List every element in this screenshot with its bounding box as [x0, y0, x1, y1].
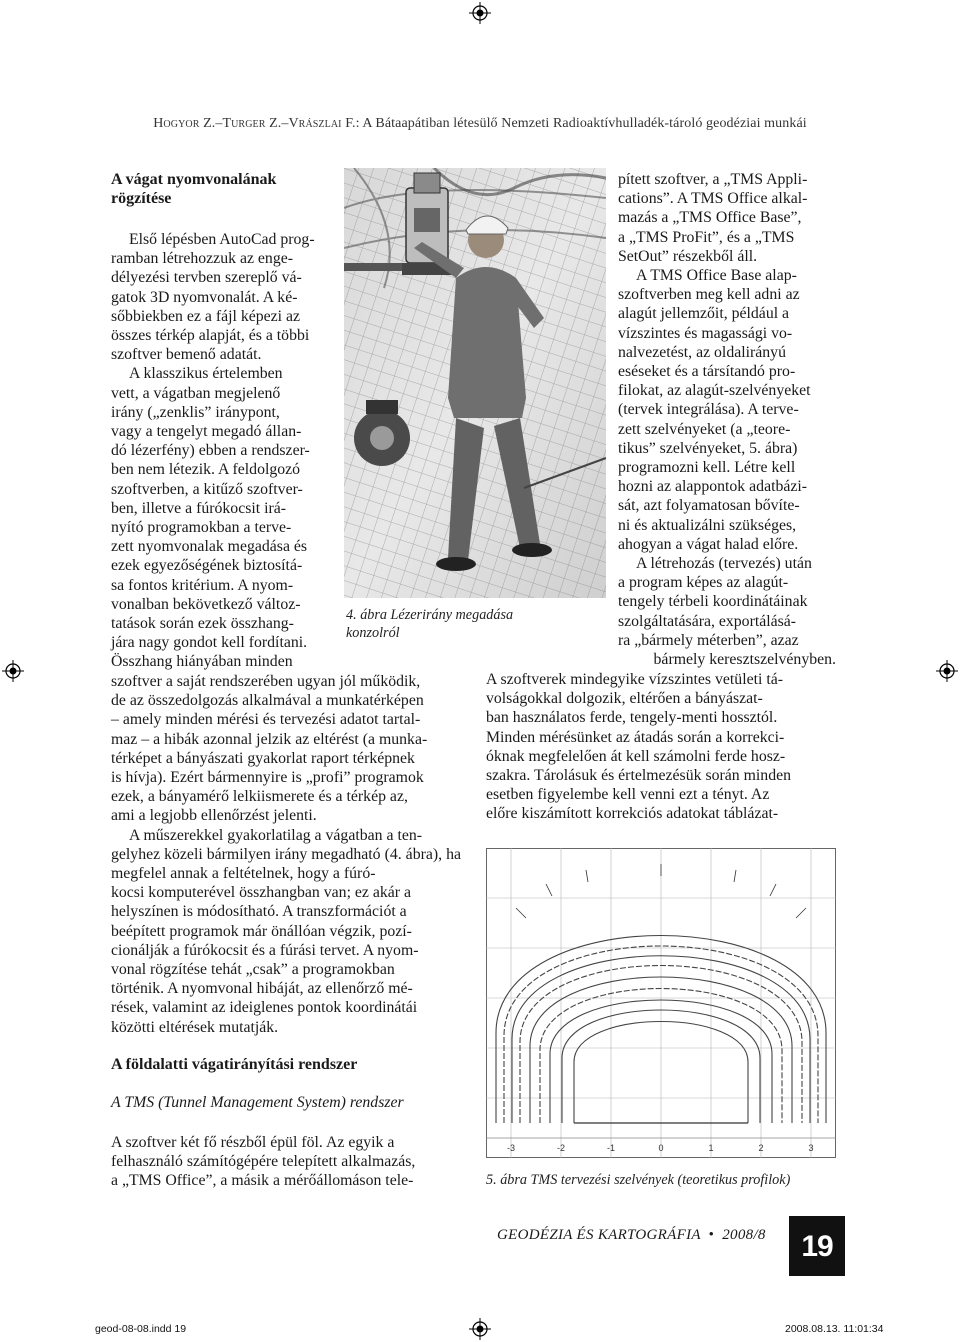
- running-header: [0, 116, 960, 132]
- axis-tick-label: 1: [708, 1143, 714, 1153]
- paragraph-line: zett nyomvonalak megadása és: [111, 538, 308, 556]
- paragraph-line: SetOut” részekből áll.: [618, 247, 758, 265]
- paragraph-line: ezek, a bányamérő lelkiismerete és a térkép az,: [111, 788, 408, 806]
- paragraph-line: A TMS Office Base alap-: [636, 267, 797, 285]
- paragraph-line: volságokkal dolgozik, eltérően a bányászat-: [486, 690, 763, 708]
- figure-5-tunnel-profiles: [486, 848, 836, 1158]
- paragraph-line: mazás a „TMS Office Base”,: [618, 209, 802, 227]
- paragraph-line: vonal rögzítése tehát „csak” a programokban: [111, 961, 395, 979]
- paragraph-line: helyszínen is módosítható. A transzformációt a: [111, 903, 407, 921]
- axis-tick-label: -3: [506, 1143, 516, 1153]
- paragraph-line: cionálják a fúrókocsit és a fúrási tervet. A nyom-: [111, 941, 419, 959]
- paragraph-line: ahogyan a vágat halad előre.: [618, 535, 799, 553]
- paragraph-line: felhasználó számítógépére telepített alkalmazás,: [111, 1153, 416, 1171]
- axis-tick-label: 3: [808, 1143, 814, 1153]
- paragraph-line: A klasszikus értelemben: [129, 365, 283, 383]
- paragraph-line: a program képes az alagút-: [618, 574, 789, 592]
- paragraph-line: ra „bármely méterben”, azaz: [618, 631, 799, 649]
- paragraph-line: gatok 3D nyomvonalát. A ké-: [111, 288, 298, 306]
- paragraph-line: (tervek integrálása). A terve-: [618, 401, 799, 419]
- axis-tick-label: -2: [556, 1143, 566, 1153]
- paragraph-line: nyító programokban a terve-: [111, 519, 292, 537]
- section-heading-line: A vágat nyomvonalának: [111, 171, 277, 188]
- paragraph-line: irány („zenklis” iránypont,: [111, 403, 280, 421]
- paragraph-line: gelyhez közeli bármilyen irány megadható (4. ábra), ha megfelel annak a feltételnek, hogy a fúró-: [111, 845, 461, 883]
- paragraph-line: Összhang hiányában minden: [111, 653, 293, 671]
- paragraph-line: vízszintes és magassági vo-: [618, 324, 793, 342]
- paragraph-line: ben, illetve a fúrókocsit irá-: [111, 499, 287, 517]
- author-separator: –: [281, 116, 289, 131]
- journal-issue: 2008/8: [722, 1227, 766, 1243]
- paragraph-line: ami a legjobb ellenőrzést jelenti.: [111, 807, 317, 825]
- paragraph-line: is hívja). Ezért bármennyire is „profi” programok: [111, 769, 424, 787]
- paragraph-line: eséseket és a társítandó pro-: [618, 363, 796, 381]
- paragraph-line: cations”. A TMS Office alkal-: [618, 190, 808, 208]
- registration-mark-icon: [2, 660, 24, 682]
- paragraph-line: ezek egyezőségének biztosítá-: [111, 557, 303, 575]
- paragraph-line: pített szoftver, a „TMS Appli-: [618, 171, 808, 188]
- paragraph-line: de az összedolgozás alkalmával a munkatérképen: [111, 692, 424, 710]
- caption-line: 4. ábra Lézerirány megadása: [346, 607, 514, 623]
- paragraph-line: bármely keresztszelvényben.: [653, 651, 836, 669]
- paragraph-line: a „TMS ProFit”, és a „TMS: [618, 228, 795, 246]
- registration-mark-icon: [469, 1318, 491, 1340]
- left-narrow-column: [111, 230, 333, 672]
- paragraph-line: szoftverben meg kell adni az: [618, 286, 800, 304]
- journal-name: GEODÉZIA ÉS KARTOGRÁFIA: [497, 1227, 701, 1243]
- paragraph-line: sa fontos kritérium. A nyom-: [111, 576, 294, 594]
- axis-tick-label: -1: [606, 1143, 616, 1153]
- paragraph-line: tikus” szelvényeket, 5. ábra): [618, 439, 798, 457]
- section-heading-tms: [111, 1055, 471, 1074]
- section2-text: [111, 1133, 461, 1191]
- figure-4-photo: [344, 168, 606, 598]
- figure-5-caption: 5. ábra TMS tervezési szelvények (teoretikus profilok): [486, 1172, 791, 1188]
- author-3: Vrászlai F.: [288, 116, 356, 131]
- right-wide-column: [486, 670, 836, 824]
- paragraph-line: nalvezetést, az oldalirányú: [618, 343, 786, 361]
- paragraph-line: ben nem létezik. A feldolgozó: [111, 461, 301, 479]
- paragraph-line: tatások során ezek összhang-: [111, 615, 294, 633]
- paragraph-line: sőbbiekben ez a fájl képezi az: [111, 307, 301, 325]
- paragraph-line: jára nagy gondot kell fordítani.: [111, 634, 308, 652]
- paragraph-line: sát, azt folyamatosan bővíte-: [618, 497, 800, 515]
- axis-tick-label: 0: [658, 1143, 664, 1153]
- paragraph-line: vagy a tengelyt megadó állan-: [111, 423, 302, 441]
- paragraph-line: Minden mérésünket az átadás során a korrekci-: [486, 728, 785, 746]
- paragraph-line: dó lézerfény) ebben a rendszer-: [111, 442, 310, 460]
- registration-mark-icon: [469, 2, 491, 24]
- paragraph-line: vett, a vágatban megjelenő: [111, 384, 281, 402]
- paragraph-line: zett szelvényeket (a „teore-: [618, 420, 791, 438]
- paragraph-line: alagút jellemzőit, például a: [618, 305, 790, 323]
- paragraph-line: vonalban bekövetkező változ-: [111, 595, 301, 613]
- paragraph-line: ban használatos ferde, tengely-menti hossztól.: [486, 709, 778, 727]
- paragraph-line: szoftver a saját rendszerében ugyan jól működik,: [111, 673, 421, 690]
- paragraph-line: szakra. Tárolásuk és értelmezésük során minden: [486, 767, 792, 785]
- paragraph-line: esetben figyelembe kell venni ezt a tényt. Az: [486, 786, 770, 804]
- section-subheading: A TMS (Tunnel Management System) rendszer: [111, 1094, 404, 1111]
- left-wide-column: [111, 672, 461, 1037]
- paragraph-line: beépített programok már önállóan végzik, pozí-: [111, 922, 412, 940]
- figure-4-caption: [346, 606, 596, 642]
- caption-line: konzolról: [346, 625, 400, 641]
- footer-bullet: •: [708, 1227, 715, 1243]
- paragraph-line: előre kiszámított korrekciós adatokat táblázat-: [486, 805, 779, 823]
- paragraph-line: szoftver bemenő adatát.: [111, 346, 262, 364]
- section-heading-nyomvonal: [111, 170, 341, 208]
- paragraph-line: a „TMS Office”, a másik a mérőállomáson tele-: [111, 1172, 414, 1190]
- page-number-box: 19: [789, 1216, 845, 1276]
- paragraph-line: történik. A nyomvonal hibáját, az ellenőrző mé-: [111, 980, 413, 998]
- paragraph-line: A szoftver két fő részből épül föl. Az egyik a: [111, 1134, 395, 1151]
- journal-footer: [497, 1227, 787, 1244]
- paragraph-line: délyezési tervben szereplő vá-: [111, 269, 302, 287]
- paragraph-line: A műszerekkel gyakorlatilag a vágatban a ten-: [129, 826, 422, 844]
- paragraph-line: – amely minden mérési és tervezési adatot tartal-: [111, 711, 421, 729]
- paragraph-line: tengely térbeli koordinátáinak: [618, 593, 808, 611]
- right-narrow-column: [618, 170, 836, 669]
- paragraph-line: programozni kell. Létre kell: [618, 459, 796, 477]
- print-slug-date: 2008.08.13. 11:01:34: [785, 1323, 884, 1335]
- paragraph-line: térképet a bányászati gyakorlat raport térképnek: [111, 749, 415, 767]
- paragraph-line: filokat, az alagút-szelvényeket: [618, 382, 811, 400]
- paragraph-line: összes térkép alapját, és a többi: [111, 327, 310, 345]
- paragraph-line: szoftverben, a kitűző szoftver-: [111, 480, 303, 498]
- section-heading: A földalatti vágatirányítási rendszer: [111, 1056, 358, 1073]
- paragraph-line: Első lépésben AutoCad prog-: [129, 231, 315, 248]
- author-1: Hogyor Z.: [153, 116, 216, 131]
- paragraph-line: A szoftverek mindegyike vízszintes vetületi tá-: [486, 671, 783, 688]
- paragraph-line: szolgáltatására, exportálásá-: [618, 612, 797, 630]
- paragraph-line: kocsi komputerével összhangban van; ez akár a: [111, 884, 412, 902]
- axis-tick-label: 2: [758, 1143, 764, 1153]
- author-2: Turger Z.: [222, 116, 282, 131]
- registration-mark-icon: [936, 660, 958, 682]
- paragraph-line: hozni az alappontok adatbázi-: [618, 478, 808, 496]
- paragraph-line: közötti eltérések mutatják.: [111, 1018, 279, 1036]
- paragraph-line: A létrehozás (tervezés) után: [636, 555, 812, 573]
- paragraph-line: rések, valamint az ideiglenes pontok koordinátái: [111, 999, 418, 1017]
- paragraph-line: ni és aktualizálni szükséges,: [618, 516, 797, 534]
- author-separator: –: [215, 116, 223, 131]
- paragraph-line: óknak megfelelően át kell számolni ferde hosz-: [486, 747, 786, 765]
- article-title: : A Bátaapátiban létesülő Nemzeti Radioaktívhulladék-tároló geodéziai munkái: [355, 116, 807, 131]
- section-heading-line: rögzítése: [111, 190, 172, 207]
- print-slug-file: geod-08-08.indd 19: [95, 1323, 187, 1335]
- paragraph-line: ramban létrehozzuk az enge-: [111, 250, 293, 268]
- paragraph-line: maz – a hibák azonnal jelzik az eltérést (a munka-: [111, 730, 428, 748]
